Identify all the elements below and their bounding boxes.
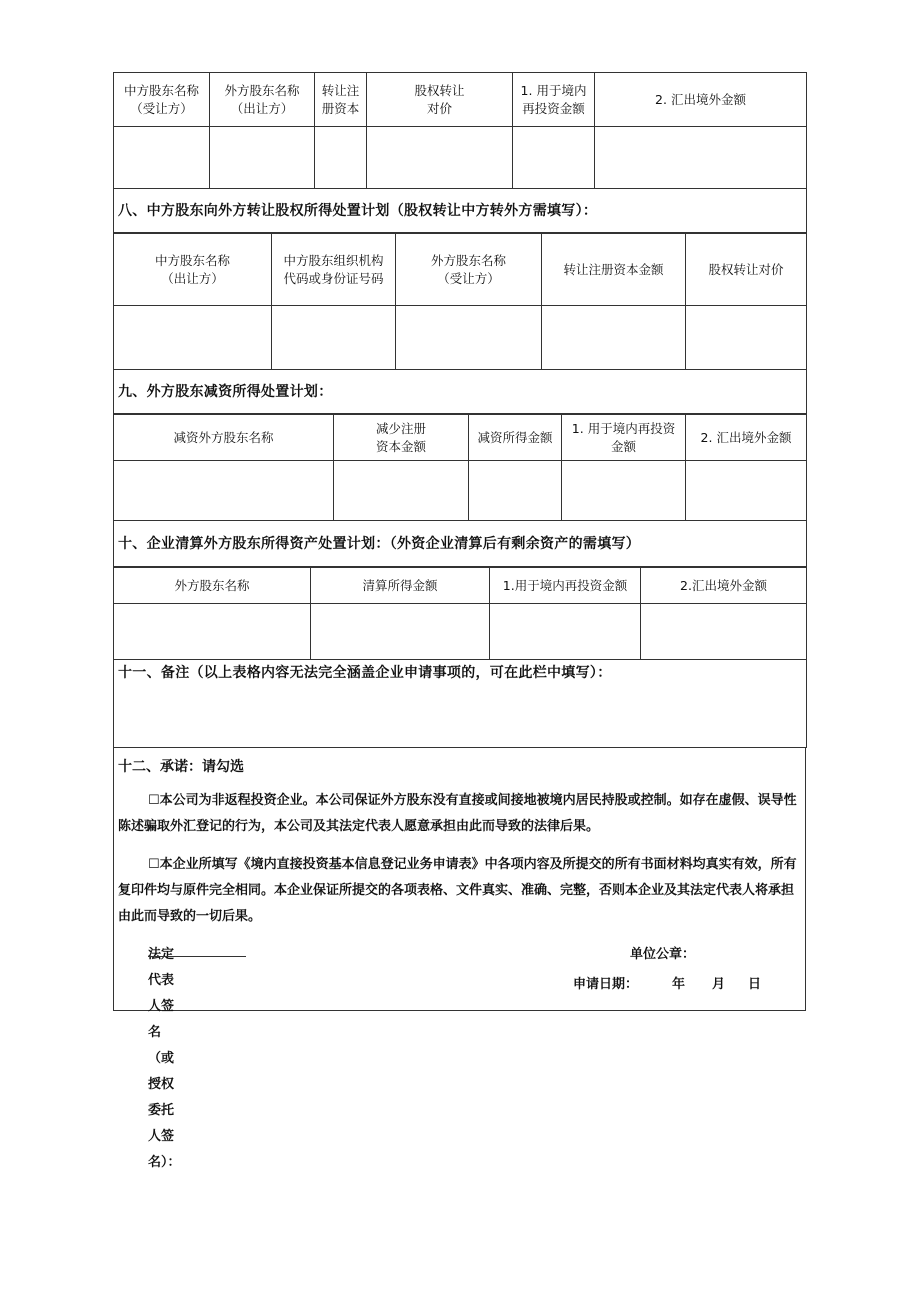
- col-reinvest-amount: 1. 用于境内再投资 金额: [562, 415, 686, 461]
- col-cn-shareholder-transferor: 中方股东名称 （出让方）: [114, 234, 272, 306]
- table-row: [114, 461, 807, 521]
- input-cell[interactable]: [513, 127, 595, 189]
- application-form: [113, 72, 806, 1170]
- col-cn-shareholder-transferee: 中方股东名称 （受让方）: [114, 73, 210, 127]
- date-label: 申请日期：: [573, 977, 639, 992]
- section-10-title: 十、企业清算外方股东所得资产处置计划：（外资企业清算后有剩余资产的需填写）: [114, 521, 807, 567]
- col-reinvest-amount: 1. 用于境内 再投资金额: [513, 73, 595, 127]
- input-cell[interactable]: [367, 127, 513, 189]
- col-foreign-shareholder-transferor: 外方股东名称 （出让方）: [210, 73, 315, 127]
- section-8-table: [113, 233, 807, 414]
- input-cell[interactable]: [490, 604, 641, 660]
- section-10-table: [113, 567, 807, 748]
- col-foreign-shareholder-transferee: 外方股东名称 （受让方）: [396, 234, 542, 306]
- input-cell[interactable]: [210, 127, 315, 189]
- input-cell[interactable]: [114, 604, 311, 660]
- pledge-non-round-trip[interactable]: ☐本公司为非返程投资企业。本公司保证外方股东没有直接或间接地被境内居民持股或控制。如存在虚假、误导性陈述骗取外汇登记的行为，本公司及其法定代表人愿意承担由此而导致的法律后果。: [118, 793, 797, 834]
- input-cell[interactable]: [595, 127, 807, 189]
- col-org-code-or-id: 中方股东组织机构 代码或身份证号码: [272, 234, 396, 306]
- section-8-title: 八、中方股东向外方转让股权所得处置计划（股权转让中方转外方需填写）：: [114, 189, 807, 233]
- input-cell[interactable]: [334, 461, 469, 521]
- col-foreign-shareholder: 外方股东名称: [114, 568, 311, 604]
- pledge-truthfulness[interactable]: ☐本企业所填写《境内直接投资基本信息登记业务申请表》中各项内容及所提交的所有书面材料均真实有效，所有复印件均与原件完全相同。本企业保证所提交的各项表格、文件真实、准确、完整，否则本企业及其法定代表人将承担由此而导致的一切后果。: [118, 857, 797, 924]
- signature-label: 法定代表人签名（或授权委托人签名）：: [148, 947, 181, 1170]
- input-cell[interactable]: [641, 604, 807, 660]
- col-reinvest-amount: 1.用于境内再投资金额: [490, 568, 641, 604]
- col-reduction-proceeds: 减资所得金额: [469, 415, 562, 461]
- day-label: 日: [748, 977, 762, 992]
- input-cell[interactable]: [686, 306, 807, 370]
- input-cell[interactable]: [396, 306, 542, 370]
- input-cell[interactable]: [272, 306, 396, 370]
- signature-blank[interactable]: [148, 942, 246, 957]
- section-9-table: [113, 414, 807, 567]
- col-transferred-capital: 转让注 册资本: [315, 73, 367, 127]
- input-cell[interactable]: [562, 461, 686, 521]
- section-11-title: 十一、备注（以上表格内容无法完全涵盖企业申请事项的，可在此栏中填写）：: [118, 665, 612, 681]
- col-capital-reducing-shareholder: 减资外方股东名称: [114, 415, 334, 461]
- year-label: 年: [672, 977, 686, 992]
- section-9-title: 九、外方股东减资所得处置计划：: [114, 370, 807, 414]
- section-11-remarks[interactable]: [114, 660, 807, 748]
- col-transfer-consideration: 股权转让对价: [686, 234, 807, 306]
- col-transfer-consideration: 股权转让 对价: [367, 73, 513, 127]
- col-liquidation-proceeds: 清算所得金额: [311, 568, 490, 604]
- input-cell[interactable]: [114, 306, 272, 370]
- table-row: [114, 127, 807, 189]
- col-reduced-capital-amount: 减少注册 资本金额: [334, 415, 469, 461]
- seal-label: 单位公章：: [630, 947, 696, 962]
- input-cell[interactable]: [542, 306, 686, 370]
- table-row: [114, 306, 807, 370]
- input-cell[interactable]: [686, 461, 807, 521]
- input-cell[interactable]: [114, 127, 210, 189]
- section-12-pledge: [113, 748, 806, 1170]
- section-12-title: 十二、承诺：请勾选: [118, 759, 244, 775]
- col-remit-abroad-amount: 2. 汇出境外金额: [595, 73, 807, 127]
- col-remit-abroad-amount: 2. 汇出境外金额: [686, 415, 807, 461]
- input-cell[interactable]: [114, 461, 334, 521]
- col-remit-abroad-amount: 2.汇出境外金额: [641, 568, 807, 604]
- input-cell[interactable]: [315, 127, 367, 189]
- input-cell[interactable]: [469, 461, 562, 521]
- col-transferred-capital-amount: 转让注册资本金额: [542, 234, 686, 306]
- equity-transfer-table: [113, 72, 807, 233]
- input-cell[interactable]: [311, 604, 490, 660]
- month-label: 月: [712, 977, 726, 992]
- table-row: [114, 604, 807, 660]
